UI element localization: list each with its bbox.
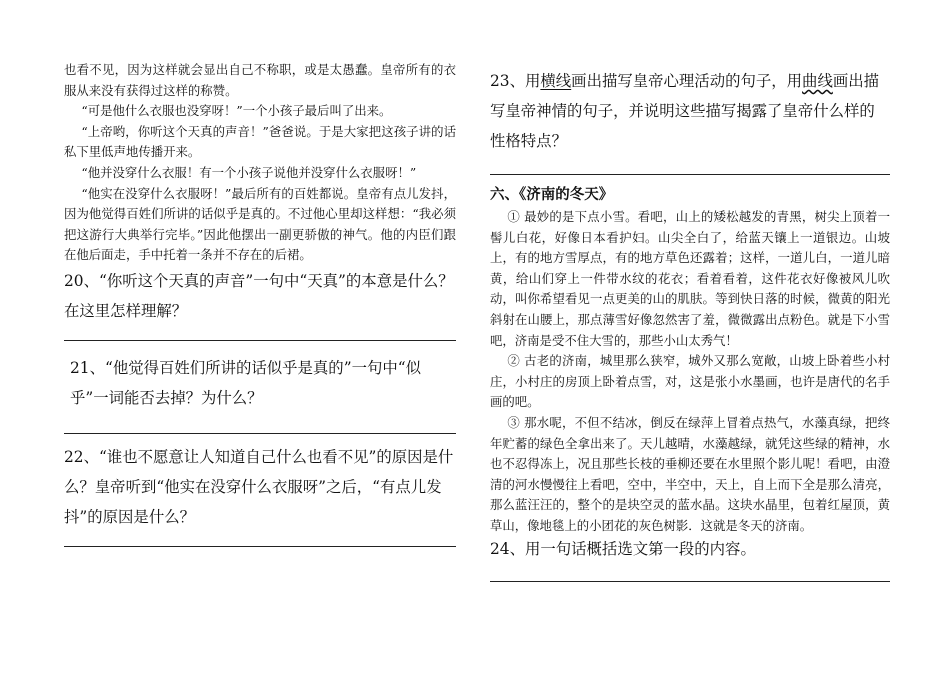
right-column [490,66,890,582]
question-24: 24、用一句话概括选文第一段的内容。 [490,539,756,558]
question-23-part: 23、用 [490,72,541,90]
passage-paragraph: ① 最妙的是下点小雪。看吧，山上的矮松越发的青黑，树尖上顶着一髻儿白花，好像日本看护妇。山尖全白了，给蓝天镶上一道银边。山坡上，有的地方雪厚点，有的地方草色还露着；这样，一道儿白，一道儿暗黄，给山们穿上一件带水纹的花衣；看着看着，这件花衣好像被风儿吹动，叫你希望看见一点更美的山的肌肤。等到快日落的时候，微黄的阳光斜射在山腰上，那点薄雪好像忽然害了羞，微微露出点粉色。就是下小雪吧，济南是受不住大雪的，那些小山太秀气！ [490,209,890,348]
question-23-part: 画出描写皇帝神情的句子，并说明这些描写揭露了皇帝什么样的性格特点？ [490,72,880,150]
question-22: 22、“谁也不愿意让人知道自己什么也看不见”的原因是什么？皇帝听到“他实在没穿什么衣服呀”之后，“有点儿发抖”的原因是什么？ [64,447,454,526]
passage-paragraph: “可是他什么衣服也没穿呀！”一个小孩子最后叫了出来。 [81,103,392,119]
left-column [64,60,456,547]
passage-paragraph: “他并没穿什么衣服！有一个小孩子说他并没穿什么衣服呀！” [81,164,417,180]
passage-paragraph: “上帝哟，你听这个天真的声音！”爸爸说。于是大家把这孩子讲的话私下里低声地传播开来。 [64,123,456,160]
question-23-part: 画出描写皇帝心理活动的句子，用 [571,72,803,90]
question-20: 20、“你听这个天真的声音”一句中“天真”的本意是什么？在这里怎样理解？ [64,271,454,320]
question-21: 21、“他觉得百姓们所讲的话似乎是真的”一句中“似乎”一词能否去掉？为什么？ [70,358,422,407]
wavy-line-term: 曲线 [802,72,833,90]
answer-line-22[interactable] [64,546,456,547]
section-title: 六、《济南的冬天》 [490,186,614,203]
straight-line-term: 横线 [540,72,572,90]
question-23 [490,66,890,156]
passage-paragraph: ③ 那水呢，不但不结冰，倒反在绿萍上冒着点热气，水藻真绿，把终年贮蓄的绿色全拿出来了。天儿越晴，水藻越绿，就凭这些绿的精神，水也不忍得冻上，况且那些长枝的垂柳还要在水里照个影儿呢！看吧，由澄清的河水慢慢往上看吧，空中，半空中，天上，自上而下全是那么清亮，那么蓝汪汪的，整个的是块空灵的蓝水晶。这块水晶里，包着红屋顶，黄草山，像地毯上的小团花的灰色树影．这就是冬天的济南。 [490,414,890,533]
passage-paragraph: “他实在没穿什么衣服呀！”最后所有的百姓都说。皇帝有点儿发抖，因为他觉得百姓们所讲的话似乎是真的。不过他心里却这样想：“我必须把这游行大典举行完毕。”因此他摆出一副更骄傲的神气。他的内臣们跟在他后面走，手中托着一条并不存在的后裙。 [64,185,456,263]
answer-line-24[interactable] [490,581,890,582]
passage-paragraph: 也看不见，因为这样就会显出自己不称职，或是太愚蠢。皇帝所有的衣服从来没有获得过这样的称赞。 [64,62,456,98]
passage-paragraph: ② 古老的济南，城里那么狭窄，城外又那么宽敞，山坡上卧着些小村庄，小村庄的房顶上卧着点雪，对，这是张小水墨画，也许是唐代的名手画的吧。 [490,353,890,410]
